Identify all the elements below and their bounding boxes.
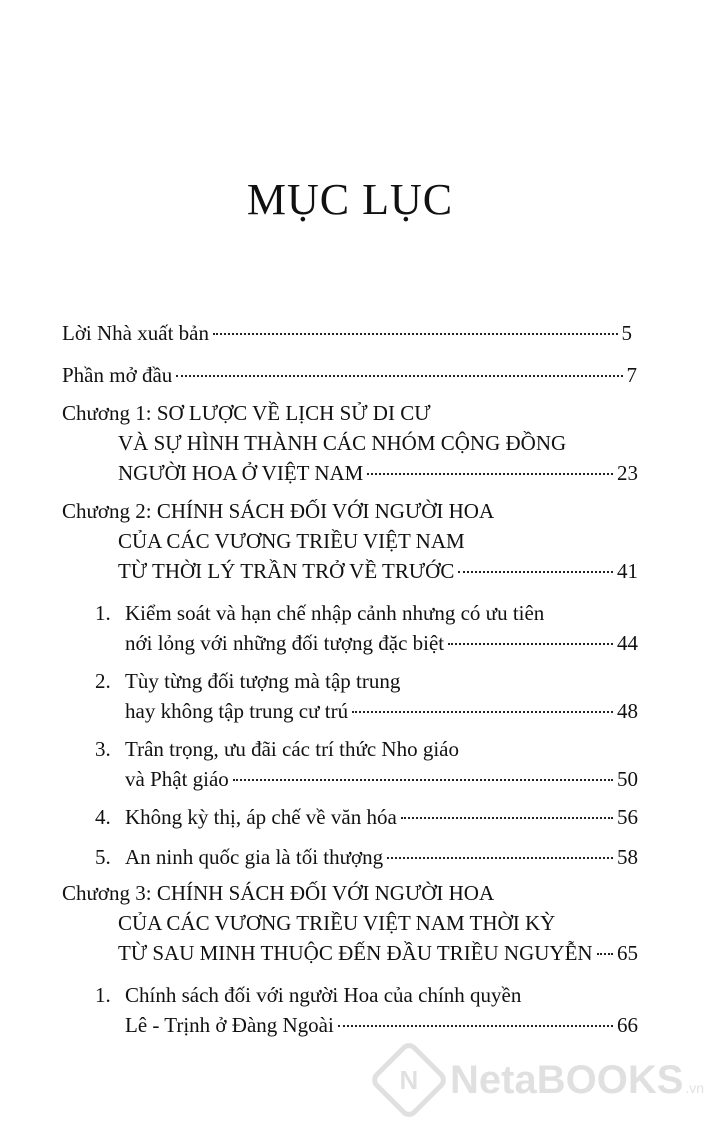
toc-chapter-3-line-2[interactable] [118,908,555,938]
toc-entry-text: và Phật giáo [125,767,229,791]
dot-leader [367,472,613,475]
toc-page-number: 23 [617,461,638,485]
toc-entry-text: Kiểm soát và hạn chế nhập cảnh nhưng có ưu tiên [125,601,545,625]
toc-section-2-1-line-2[interactable] [125,628,638,658]
toc-entry-text: nới lỏng với những đối tượng đặc biệt [125,631,445,655]
toc-entry-preface[interactable] [62,318,632,348]
toc-chapter-2-line-3[interactable] [118,556,638,586]
toc-page-number: 41 [617,559,638,583]
netabooks-logo-icon [368,1039,450,1121]
toc-entry-text: Lời Nhà xuất bản [62,321,209,345]
toc-section-2-4[interactable] [95,802,638,832]
toc-page-number: 48 [617,699,638,723]
toc-entry-text: Không kỳ thị, áp chế về văn hóa [125,805,397,829]
dot-leader [597,952,613,955]
dot-leader [448,642,613,645]
watermark-brand: NetaBOOKS [450,1057,684,1102]
toc-chapter-3-line-3[interactable] [118,938,638,968]
section-number: 1. [95,983,111,1007]
toc-page-number: 56 [617,805,638,829]
watermark [380,1050,704,1110]
logo-letter: N [399,1064,419,1095]
section-number: 1. [95,601,111,625]
toc-page-number: 65 [617,941,638,965]
dot-leader [213,332,618,335]
toc-entry-introduction[interactable] [62,360,637,390]
toc-entry-text: TỪ SAU MINH THUỘC ĐẾN ĐẦU TRIỀU NGUYỄN [118,941,593,965]
toc-chapter-1-line-2[interactable] [118,428,566,458]
dot-leader [387,856,613,859]
watermark-suffix: .vn [685,1080,704,1096]
page-title: MỤC LỤC [246,175,454,224]
dot-leader [458,570,613,573]
toc-entry-text: Chương 3: CHÍNH SÁCH ĐỐI VỚI NGƯỜI HOA [62,881,495,905]
toc-entry-text: Phần mở đầu [62,363,173,387]
toc-section-3-1-line-1[interactable] [95,980,521,1010]
toc-page-number: 58 [617,845,638,869]
toc-page-number: 44 [617,631,638,655]
toc-entry-text: Chương 2: CHÍNH SÁCH ĐỐI VỚI NGƯỜI HOA [62,499,495,523]
toc-section-2-2-line-2[interactable] [125,696,638,726]
toc-entry-text: An ninh quốc gia là tối thượng [125,845,384,869]
dot-leader [338,1024,613,1027]
toc-entry-text: Trân trọng, ưu đãi các trí thức Nho giáo [125,737,460,761]
toc-chapter-3-line-1[interactable] [62,878,494,908]
section-number: 3. [95,737,111,761]
section-number: 2. [95,669,111,693]
toc-entry-text: hay không tập trung cư trú [125,699,349,723]
toc-section-2-2-line-1[interactable] [95,666,400,696]
dot-leader [176,374,622,377]
dot-leader [233,778,613,781]
toc-entry-text: VÀ SỰ HÌNH THÀNH CÁC NHÓM CỘNG ĐỒNG [118,431,567,455]
toc-chapter-2-line-2[interactable] [118,526,465,556]
toc-section-3-1-line-2[interactable] [125,1010,638,1040]
toc-page-number: 50 [617,767,638,791]
toc-section-2-5[interactable] [95,842,638,872]
dot-leader [352,710,613,713]
toc-section-2-1-line-1[interactable] [95,598,544,628]
toc-chapter-1-line-3[interactable] [118,458,638,488]
toc-page-number: 7 [626,363,637,387]
toc-entry-text: NGƯỜI HOA Ở VIỆT NAM [118,461,364,485]
toc-page-number: 66 [617,1013,638,1037]
toc-entry-text: Chính sách đối với người Hoa của chính quyền [125,983,522,1007]
toc-entry-text: Tùy từng đối tượng mà tập trung [125,669,401,693]
toc-entry-text: TỪ THỜI LÝ TRẦN TRỞ VỀ TRƯỚC [118,559,455,583]
toc-entry-text: Chương 1: SƠ LƯỢC VỀ LỊCH SỬ DI CƯ [62,401,431,425]
toc-entry-text: CỦA CÁC VƯƠNG TRIỀU VIỆT NAM [118,529,465,553]
toc-section-2-3-line-1[interactable] [95,734,459,764]
section-number: 5. [95,845,111,869]
toc-entry-text: CỦA CÁC VƯƠNG TRIỀU VIỆT NAM THỜI KỲ [118,911,556,935]
toc-section-2-3-line-2[interactable] [125,764,638,794]
toc-page-number: 5 [621,321,632,345]
section-number: 4. [95,805,111,829]
toc-chapter-1-line-1[interactable] [62,398,431,428]
dot-leader [401,816,613,819]
toc-chapter-2-line-1[interactable] [62,496,494,526]
toc-entry-text: Lê - Trịnh ở Đàng Ngoài [125,1013,334,1037]
